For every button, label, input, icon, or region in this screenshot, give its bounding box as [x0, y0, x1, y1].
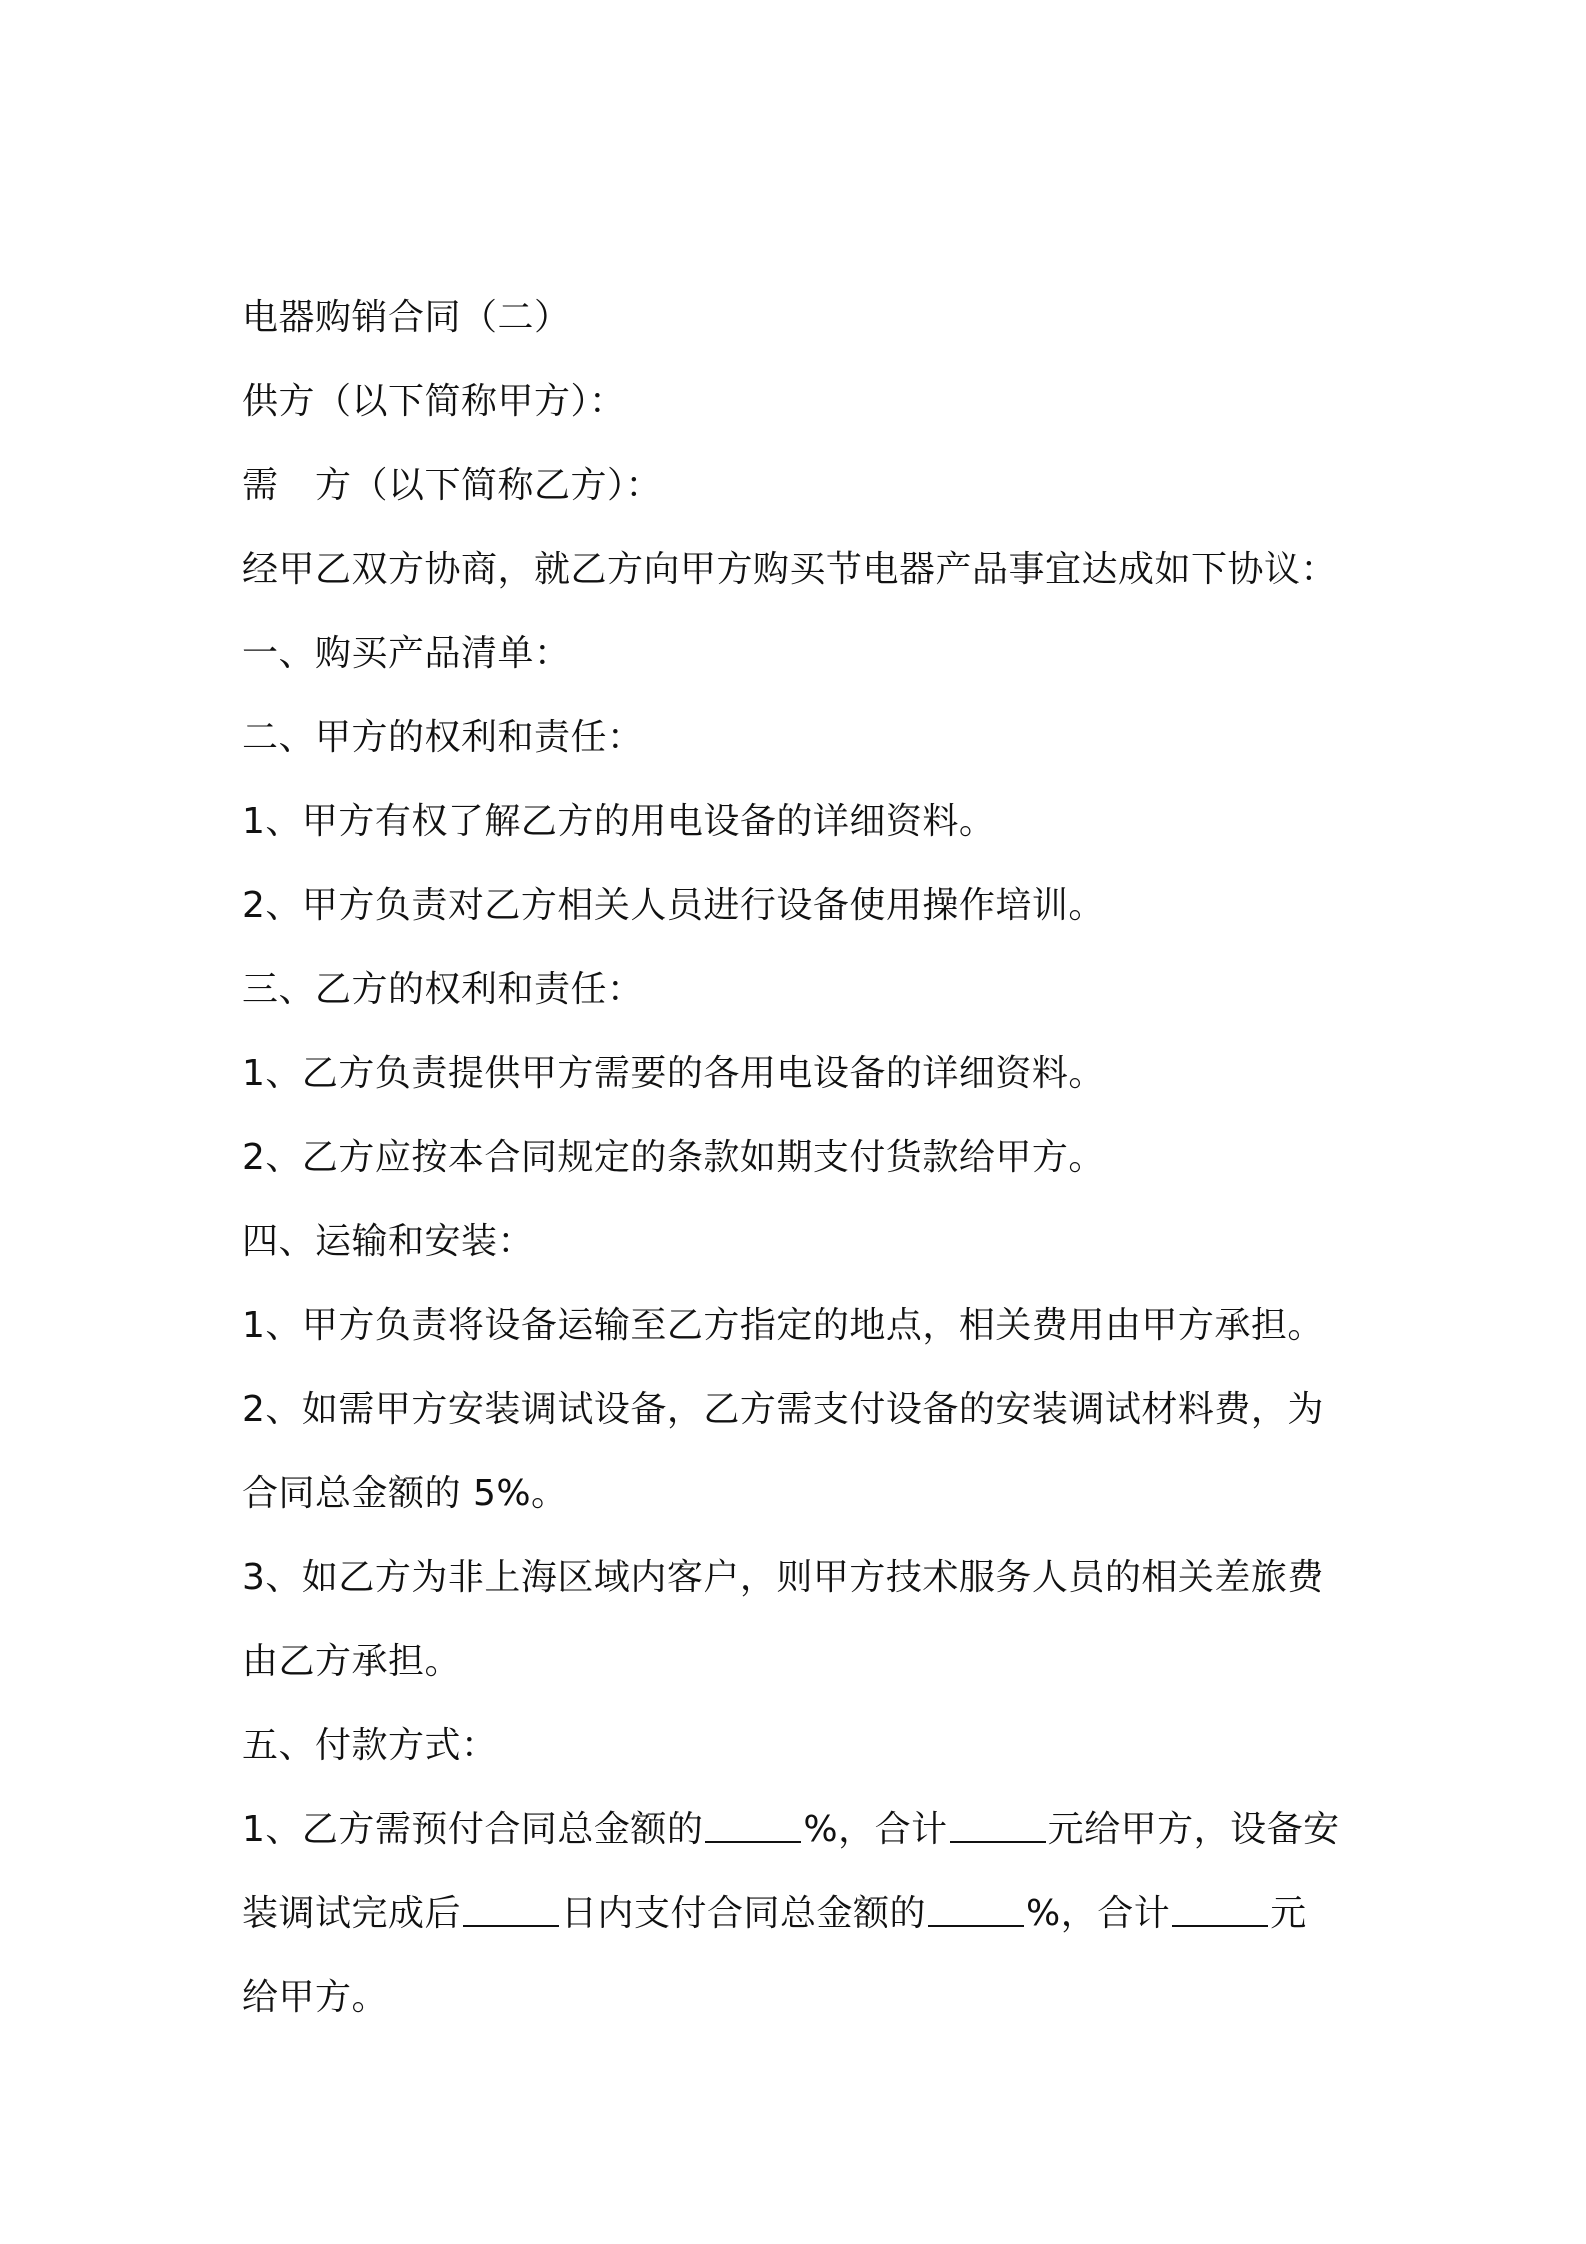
section-4-heading: 四、运输和安装： [242, 1221, 535, 1262]
buyer-line: 需 方（以下简称乙方）： [242, 465, 663, 506]
payment-text-to-supplier: 元给甲方，设备安 [1047, 1809, 1340, 1850]
section-2-heading: 二、甲方的权利和责任： [242, 717, 644, 758]
section-1-heading: 一、购买产品清单： [242, 633, 571, 674]
section-4-item-3-line-1: 3、如乙方为非上海区域内客户，则甲方技术服务人员的相关差旅费 [242, 1557, 1324, 1598]
section-5-item-1-line-3: 给甲方。 [242, 1977, 389, 2018]
section-4-item-1: 1、甲方负责将设备运输至乙方指定的地点，相关费用由甲方承担。 [242, 1305, 1324, 1346]
payment-text-total: %，合计 [803, 1809, 948, 1850]
payment-text-within-days: 日内支付合同总金额的 [561, 1893, 927, 1934]
section-5-heading: 五、付款方式： [242, 1725, 498, 1766]
payment-text-prepay: 1、乙方需预付合同总金额的 [242, 1809, 704, 1850]
section-2-item-1: 1、甲方有权了解乙方的用电设备的详细资料。 [242, 801, 996, 842]
section-3-heading: 三、乙方的权利和责任： [242, 969, 644, 1010]
section-4-item-2-line-1: 2、如需甲方安装调试设备，乙方需支付设备的安装调试材料费，为 [242, 1389, 1324, 1430]
intro-paragraph: 经甲乙双方协商，就乙方向甲方购买节电器产品事宜达成如下协议： [242, 549, 1338, 590]
section-4-item-2-line-2: 合同总金额的 5%。 [242, 1473, 568, 1514]
section-3-item-2: 2、乙方应按本合同规定的条款如期支付货款给甲方。 [242, 1137, 1105, 1178]
prepay-percent-blank[interactable] [705, 1809, 801, 1843]
section-5-item-1-line-1 [242, 1788, 1362, 1872]
supplier-line: 供方（以下简称甲方）： [242, 381, 626, 422]
payment-text-total-2: %，合计 [1026, 1893, 1171, 1934]
section-4-item-3-line-2: 由乙方承担。 [242, 1641, 462, 1682]
balance-percent-blank[interactable] [928, 1893, 1024, 1927]
contract-document [242, 276, 1362, 2040]
payment-text-after-install: 装调试完成后 [242, 1893, 462, 1934]
document-title: 电器购销合同（二） [242, 297, 571, 338]
balance-amount-blank[interactable] [1172, 1893, 1268, 1927]
days-blank[interactable] [463, 1893, 559, 1927]
prepay-amount-blank[interactable] [950, 1809, 1046, 1843]
section-2-item-2: 2、甲方负责对乙方相关人员进行设备使用操作培训。 [242, 885, 1105, 926]
section-5-item-1-line-2 [242, 1872, 1362, 1956]
section-3-item-1: 1、乙方负责提供甲方需要的各用电设备的详细资料。 [242, 1053, 1105, 1094]
payment-text-yuan: 元 [1270, 1893, 1307, 1934]
